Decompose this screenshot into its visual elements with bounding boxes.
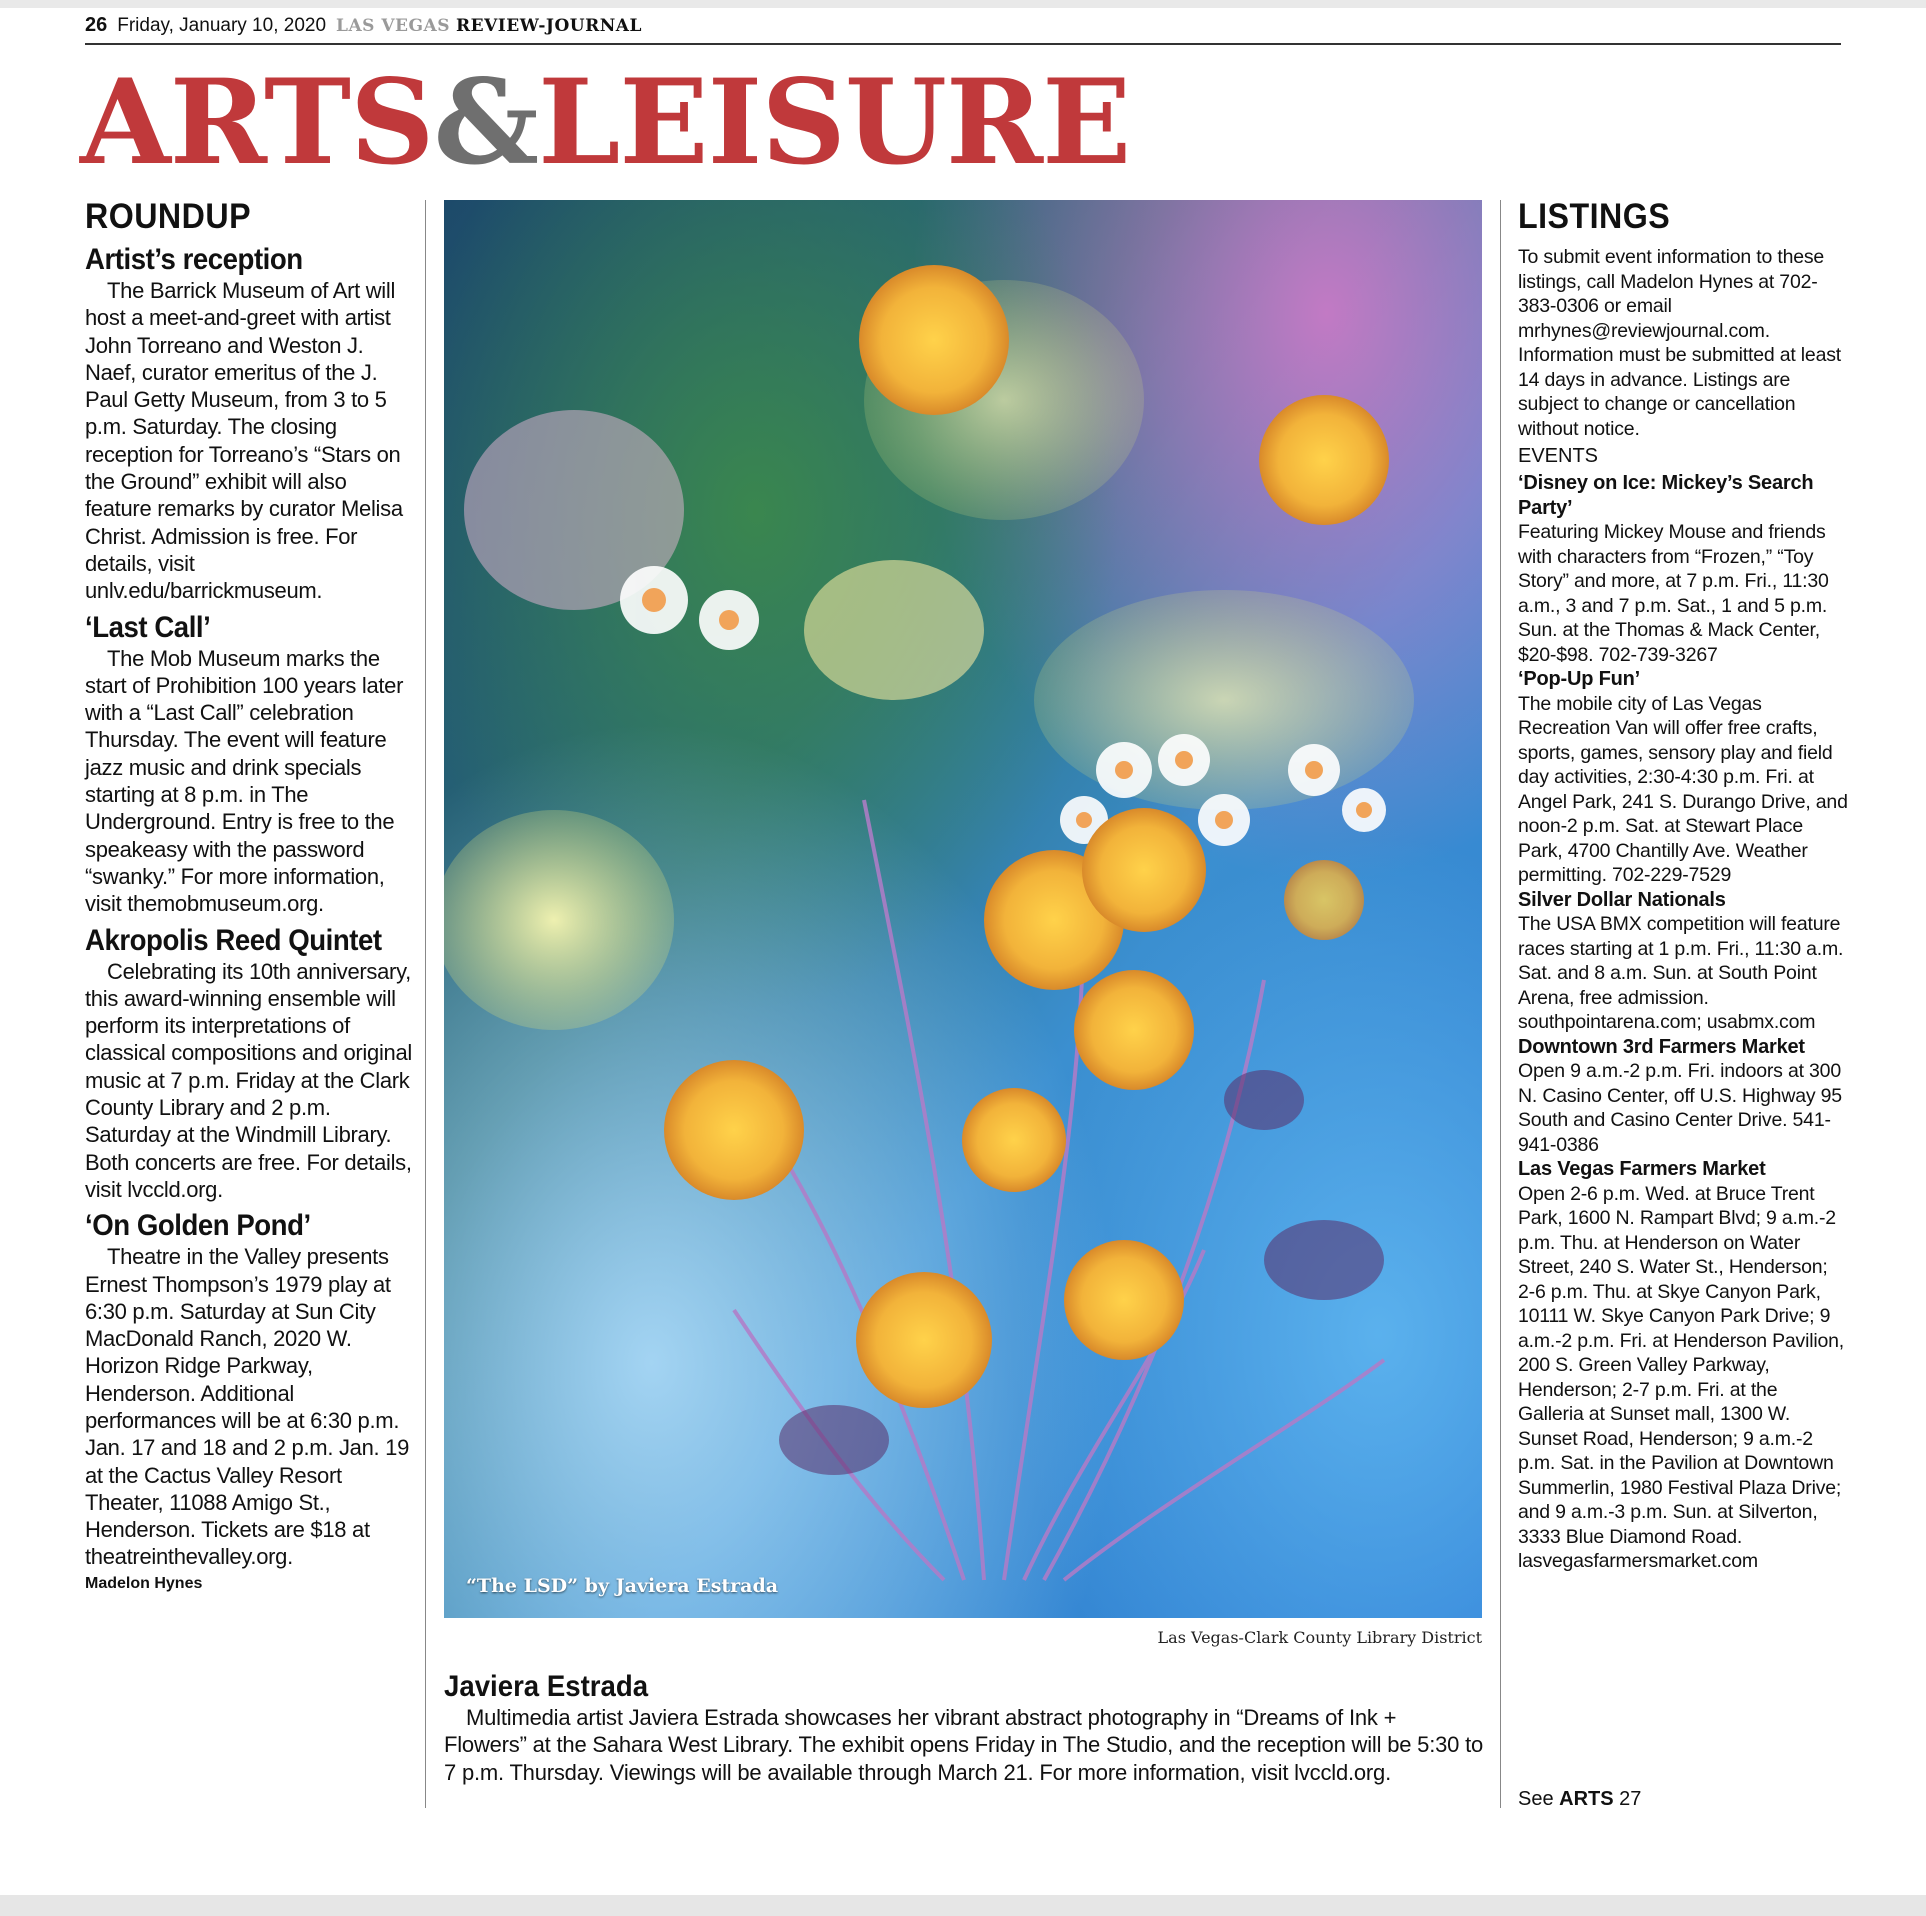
listing-head: Silver Dollar Nationals xyxy=(1518,888,1726,911)
roundup-item-head: Artist’s reception xyxy=(85,243,303,276)
listing-body: Open 9 a.m.-2 p.m. Fri. indoors at 300 N. Casino Center, off U.S. Highway 95 South and Casino Center Drive. 541-941-0386 xyxy=(1518,1060,1842,1156)
roundup-item-body: Celebrating its 10th anniversary, this award-winning ensemble will perform its interpretations of classical compositions and original music at 7 p.m. Friday at the Clark County Library and 2 p.m. Saturday at the Windmill Library. Both concerts are free. For details, visit lvccld.org. xyxy=(85,958,412,1202)
listing-body: Open 2-6 p.m. Wed. at Bruce Trent Park, 1600 N. Rampart Blvd; 9 a.m.-2 p.m. Thu. at Henderson on Water Street, 240 S. Water St., Henderson; 2-6 p.m. Thu. at Skye Canyon Park, 10111 W. Skye Canyon Park Drive; 9 a.m.-2 p.m. Fri. at Henderson Pavilion, 200 S. Green Valley Parkway, Henderson; 2-7 p.m. Fri. at the Galleria at Sunset mall, 1300 W. Sunset Road, Henderson; 9 a.m.-2 p.m. Sat. in the Pavilion at Downtown Summerlin, 1980 Festival Plaza Drive; and 9 a.m.-3 p.m. Sun. at Silverton, 3333 Blue Diamond Road. lasvegasfarmersmarket.com xyxy=(1518,1182,1844,1572)
jump-page: 27 xyxy=(1619,1788,1642,1810)
listings-column xyxy=(1518,197,1848,1574)
roundup-title: ROUNDUP xyxy=(85,197,252,236)
jump-reference[interactable] xyxy=(1518,1788,1641,1811)
flower-artwork-image xyxy=(444,200,1482,1618)
listings-title: LISTINGS xyxy=(1518,197,1671,236)
roundup-item-body: The Barrick Museum of Art will host a meet-and-greet with artist John Torreano and Weston J. Naef, curator emeritus of the J. Paul Getty Museum, from 3 to 5 p.m. Saturday. The closing reception for Torreano’s “Stars on the Ground” exhibit will also feature remarks by curator Melisa Christ. Admission is free. For details, visit unlv.edu/barrickmuseum. xyxy=(85,278,403,604)
publication-name-part1: LAS VEGAS xyxy=(336,16,451,36)
issue-date: Friday, January 10, 2020 xyxy=(117,15,327,36)
banner-leisure: LEISURE xyxy=(538,53,1131,191)
roundup-column xyxy=(85,197,415,1593)
roundup-byline: Madelon Hynes xyxy=(85,1574,203,1592)
listing-body: The mobile city of Las Vegas Recreation Van will offer free crafts, sports, games, sensory play and field day activities, 2:30-4:30 p.m. Fri. at Angel Park, 241 S. Durango Drive, and noon-2 p.m. Sat. at Stewart Place Park, 4700 Chantilly Ave. Weather permitting. 702-229-7529 xyxy=(1518,692,1848,886)
column-divider-right xyxy=(1500,200,1501,1808)
feature-headline: Javiera Estrada xyxy=(444,1670,649,1703)
roundup-item-body: Theatre in the Valley presents Ernest Thompson’s 1979 play at 6:30 p.m. Saturday at Sun City MacDonald Ranch, 2020 W. Horizon Ridge Parkway, Henderson. Additional performances will be at 6:30 p.m. Jan. 17 and 18 and 2 p.m. Jan. 19 at the Cactus Valley Resort Theater, 11088 Amigo St., Henderson. Tickets are $18 at theatreinthevalley.org. xyxy=(85,1244,410,1570)
page-number: 26 xyxy=(85,14,108,36)
banner-arts: ARTS xyxy=(80,53,434,191)
listing-head: ‘Disney on Ice: Mickey’s Search Party’ xyxy=(1518,472,1814,519)
publication-name-part2: REVIEW-JOURNAL xyxy=(456,16,642,36)
folio-rule xyxy=(85,43,1841,45)
listing-head: Downtown 3rd Farmers Market xyxy=(1518,1035,1805,1058)
photo-caption: “The LSD” by Javiera Estrada xyxy=(466,1575,779,1597)
photo-credit: Las Vegas-Clark County Library District xyxy=(1157,1628,1482,1647)
feature-photo xyxy=(444,200,1482,1618)
listing-body: Featuring Mickey Mouse and friends with characters from “Frozen,” “Toy Story” and more, at 7 p.m. Fri., 11:30 a.m., 3 and 7 p.m. Sat., 1 and 5 p.m. Sun. at the Thomas & Mack Center, $20-$98. 702-739-3267 xyxy=(1518,521,1829,666)
roundup-item-head: ‘On Golden Pond’ xyxy=(85,1209,311,1243)
top-margin xyxy=(0,0,1926,8)
banner-ampersand: & xyxy=(433,53,539,191)
page-folio xyxy=(85,14,642,44)
feature-body: Multimedia artist Javiera Estrada showcases her vibrant abstract photography in “Dreams of Ink + Flowers” at the Sahara West Library. The exhibit opens Friday in The Studio, and the reception will be 5:30 to 7 p.m. Thursday. Viewings will be available through March 21. For more information, visit lvccld.org. xyxy=(444,1705,1484,1785)
roundup-item-body: The Mob Museum marks the start of Prohibition 100 years later with a “Last Call” celebration Thursday. The event will feature jazz music and drink specials starting at 8 p.m. in The Underground. Entry is free to the speakeasy with the password “swanky.” For more information, visit themobmuseum.org. xyxy=(85,645,404,917)
listing-head: ‘Pop-Up Fun’ xyxy=(1518,668,1641,690)
events-label: EVENTS xyxy=(1518,445,1599,467)
jump-prefix: See xyxy=(1518,1788,1554,1810)
listing-body: The USA BMX competition will feature races starting at 1 p.m. Fri., 11:30 a.m. Sat. and 8 a.m. Sun. at South Point Arena, free admission. southpointarena.com; usabmx.com xyxy=(1518,913,1844,1033)
roundup-item-head: Akropolis Reed Quintet xyxy=(85,923,382,957)
section-banner xyxy=(80,52,1130,192)
feature-story xyxy=(444,1670,1484,1786)
bottom-margin xyxy=(0,1895,1926,1916)
listing-head: Las Vegas Farmers Market xyxy=(1518,1158,1766,1180)
roundup-item-head: ‘Last Call’ xyxy=(85,610,211,644)
jump-section: ARTS xyxy=(1559,1788,1614,1810)
listings-intro: To submit event information to these listings, call Madelon Hynes at 702-383-0306 or email mrhynes@reviewjournal.com. Information must be submitted at least 14 days in advance. Listings are subject to change or cancellation without notice. xyxy=(1518,246,1841,440)
column-divider-left xyxy=(425,200,426,1808)
